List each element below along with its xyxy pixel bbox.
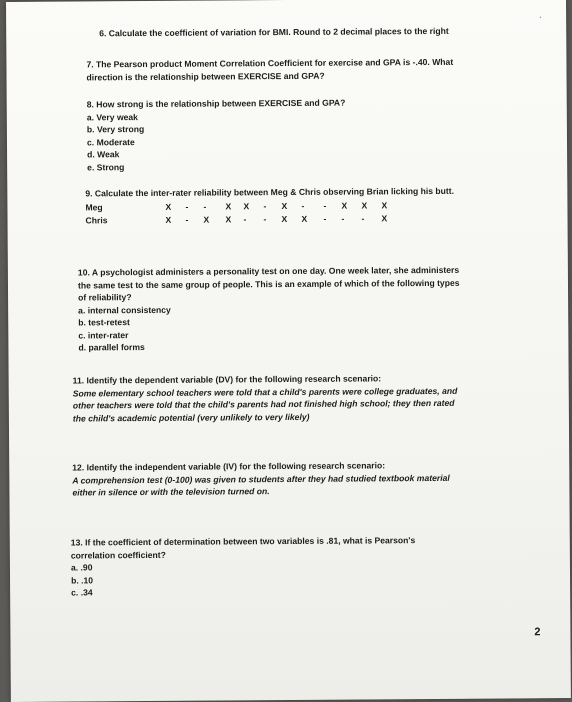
question-11-scenario-1: Some elementary school teachers were told that a child's parents were college graduates, and: [72, 385, 458, 398]
mark-cell: X: [381, 213, 388, 224]
mark-cell: -: [301, 200, 305, 211]
question-11-scenario-2: other teachers were told that the child's parents had not finished high school; they then rated: [72, 397, 455, 411]
question-6: [99, 25, 449, 40]
mark-cell: -: [263, 214, 267, 225]
rater-name: Meg: [85, 202, 103, 213]
question-8-prompt: 8. How strong is the relationship between EXERCISE and GPA?: [86, 97, 346, 110]
worksheet-page: [6, 0, 571, 702]
page-number: 2: [534, 626, 541, 639]
mark-cell: -: [361, 213, 365, 224]
rater-row-meg: [85, 200, 445, 215]
rater-row-chris: [85, 213, 445, 228]
mark-cell: X: [281, 213, 288, 225]
mark-cell: -: [341, 213, 345, 224]
question-12-scenario-2: either in silence or with the television turned on.: [72, 486, 270, 498]
question-13: [71, 534, 416, 599]
question-8-option-b: b. Very strong: [86, 123, 145, 135]
mark-cell: X: [165, 201, 172, 212]
question-10-line-1: 10. A psychologist administers a personality test on one day. One week later, she administers: [77, 264, 460, 278]
question-10-option-a: a. internal consistency: [78, 304, 171, 315]
question-13-line-1: 13. If the coefficient of determination between two variables is .81, what is Pearson's: [70, 535, 416, 548]
mark-cell: X: [361, 200, 368, 211]
iv-emphasis: independent variable (IV): [134, 461, 238, 473]
question-8-option-a: a. Very weak: [86, 111, 138, 122]
mark-cell: X: [281, 200, 288, 212]
question-13-option-c: c. .34: [71, 587, 93, 598]
question-10-option-c: c. inter-rater: [78, 329, 129, 340]
mark-cell: X: [301, 213, 308, 224]
question-10-option-d: d. parallel forms: [78, 341, 145, 353]
mark-cell: -: [243, 214, 247, 225]
question-7-line-1: 7. The Pearson product Moment Correlation Coefficient for exercise and GPA is -.40. What: [86, 56, 454, 70]
mark-cell: X: [165, 214, 172, 225]
question-11-prompt: 11. Identify the dependent variable (DV) for the following research scenario:: [72, 373, 382, 386]
mark-cell: -: [203, 201, 207, 212]
mark-cell: -: [185, 201, 189, 212]
question-8-option-d: d. Weak: [87, 149, 120, 160]
question-13-option-a: a. .90: [70, 562, 93, 573]
mark-cell: X: [225, 201, 232, 212]
question-9: [85, 185, 454, 200]
question-11: [73, 372, 458, 425]
mark-cell: X: [243, 201, 250, 212]
question-9-prompt: 9. Calculate the inter-rater reliability between Meg & Chris observing Brian licking his butt.: [85, 185, 455, 199]
question-12-prompt: 12. Identify the independent variable (IV) for the following research scenario:: [72, 460, 386, 473]
mark-cell: X: [341, 200, 348, 211]
question-10-line-3: of reliability?: [78, 292, 132, 303]
mark-cell: -: [185, 214, 189, 225]
question-10: [78, 264, 460, 354]
mark-cell: X: [381, 200, 388, 211]
mark-cell: X: [203, 214, 210, 225]
question-13-line-2: correlation coefficient?: [70, 549, 166, 561]
question-13-option-b: b. .10: [71, 574, 94, 586]
question-8-option-e: e. Strong: [87, 161, 125, 172]
question-6-text: 6. Calculate the coefficient of variation for BMI. Round to 2 decimal places to the right: [99, 25, 449, 39]
question-12-scenario-1: A comprehension test (0-100) was given to students after they had studied textbook material: [72, 472, 450, 486]
question-8-option-c: c. Moderate: [86, 136, 135, 147]
question-10-line-2: the same test to the same group of people. This is an example of which of the following types: [77, 277, 460, 290]
corner-mark: ˎ: [539, 8, 543, 19]
question-8: [87, 97, 346, 174]
rater-name: Chris: [85, 215, 108, 226]
mark-cell: X: [225, 214, 232, 225]
question-10-option-b: b. test-retest: [78, 317, 130, 328]
mark-cell: -: [323, 213, 327, 224]
question-7-line-2: direction is the relationship between EXERCISE and GPA?: [86, 70, 325, 82]
question-12: [72, 459, 450, 499]
question-7: [86, 56, 453, 84]
mark-cell: -: [263, 201, 267, 212]
question-11-scenario-3: the child's academic potential (very unlikely to very likely): [72, 411, 310, 423]
dv-emphasis: dependent variable (DV): [134, 374, 234, 386]
mark-cell: -: [323, 200, 327, 211]
